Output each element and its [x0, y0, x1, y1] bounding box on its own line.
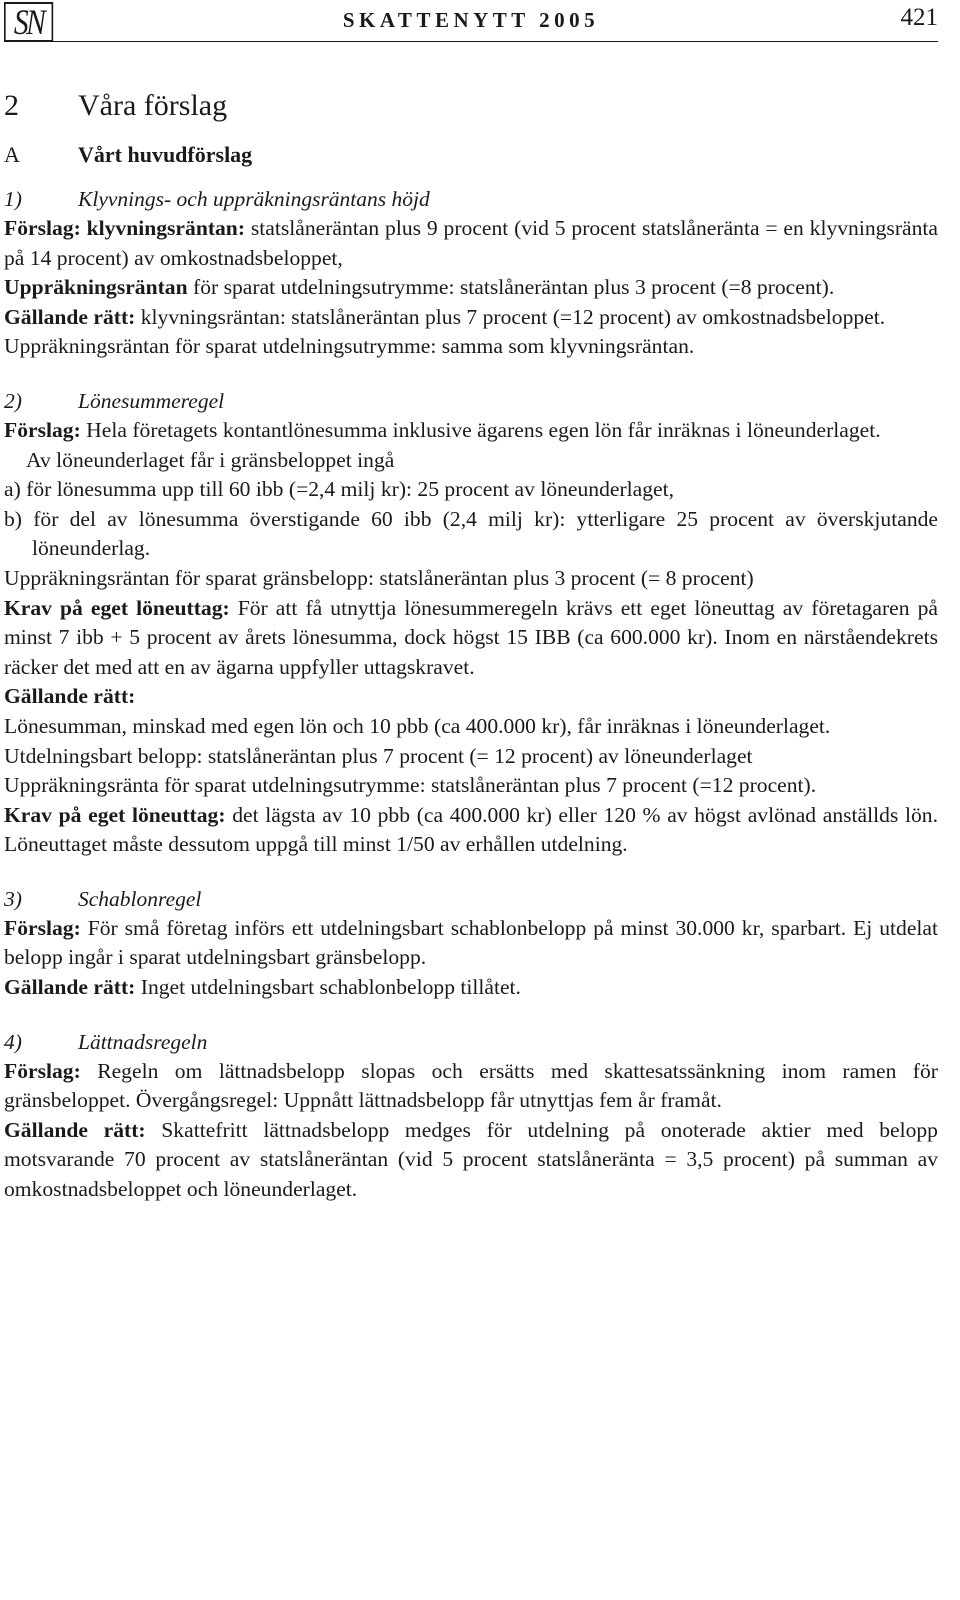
paragraph-text: det lägsta av 10 pbb (ca 400.000 kr) eller 120 % av högst avlönad anställds lön. Löneuttaget måste dessutom uppgå till minst 1/50 av erhållen utdelning. [4, 802, 938, 857]
paragraph-text: klyvningsräntan: statslåneräntan plus 7 procent (=12 procent) av omkostnadsbeloppet. [135, 304, 886, 329]
section-heading [4, 86, 938, 126]
bold-label: Förslag: [4, 915, 81, 940]
paragraph: Utdelningsbart belopp: statslåneräntan plus 7 procent (= 12 procent) av löneunderlaget [4, 743, 753, 768]
page-number: 421 [900, 4, 938, 31]
item-title: Lättnadsregeln [78, 1029, 208, 1054]
item-heading-3 [4, 884, 938, 914]
paragraph [4, 1057, 938, 1116]
item-title: Schablonregel [78, 886, 202, 911]
item-number: 3) [4, 886, 22, 911]
paragraph [4, 973, 938, 1003]
paragraph-text: Skattefritt lättnadsbelopp medges för utdelning på onoterade aktier med belopp motsvarande 70 procent av statslåneräntan (vid 5 procent statslåneränta = 3,5 procent) på summan av omkostnadsbeloppet och löneunderlaget. [4, 1117, 938, 1202]
item-heading-4 [4, 1027, 938, 1057]
paragraph-text: För att få utnyttja lönesummeregeln krävs ett eget löneuttag av företagaren på minst 7 ibb + 5 procent av årets lönesumma, dock högst 15 IBB (ca 600.000 kr). Inom en närståendekrets räcker det med att en av ägarna uppfyller uttagskravet. [4, 595, 938, 679]
paragraph-text: Inget utdelningsbart schablonbelopp tillåtet. [135, 975, 521, 1000]
bold-label: Gällande rätt: [4, 304, 136, 329]
subsection-letter: A [4, 142, 20, 167]
bold-label: Krav på eget löneuttag: [4, 802, 226, 827]
paragraph-text: Regeln om lättnadsbelopp slopas och ersätts med skattesatssänkning inom ramen för gränsbeloppet. Övergångsregel: Uppnått lättnadsbelopp får utnyttjas fem år framåt. [4, 1058, 938, 1113]
paragraph-text: statslåneräntan plus 9 procent (vid 5 procent statslåneränta = en klyvningsränta på 14 procent) av omkostnadsbeloppet, [4, 216, 938, 270]
paragraph [4, 801, 938, 860]
item-heading-1 [4, 184, 938, 214]
list-item: a) för lönesumma upp till 60 ibb (=2,4 milj kr): 25 procent av löneunderlaget, [4, 477, 675, 502]
bold-label: Förslag: [4, 1058, 81, 1083]
subsection-title: Vårt huvudförslag [78, 142, 253, 167]
item-title: Klyvnings- och uppräkningsräntans höjd [78, 187, 430, 211]
journal-title: SKATTENYTT 2005 [342, 8, 600, 32]
paragraph: Uppräkningsräntan för sparat utdelningsutrymme: samma som klyvningsräntan. [4, 334, 695, 359]
item-number: 4) [4, 1029, 22, 1054]
paragraph [4, 303, 938, 333]
paragraph [4, 682, 938, 712]
subsection-heading [4, 140, 938, 170]
bold-label: Förslag: klyvningsräntan: [4, 216, 246, 240]
paragraph [4, 1116, 938, 1205]
paragraph [4, 416, 938, 446]
document-page [4, 0, 938, 1205]
paragraph-text: Hela företagets kontantlönesumma inklusive ägarens egen lön får inräknas i löneunderlaget. [80, 417, 881, 442]
page-header [4, 0, 938, 48]
item-number: 2) [4, 388, 22, 413]
paragraph: Uppräkningsräntan för sparat gränsbelopp: statslåneräntan plus 3 procent (= 8 procent) [4, 565, 754, 590]
section-title: Våra förslag [78, 89, 228, 122]
bold-label: Gällande rätt: [4, 975, 136, 1000]
item-heading-2 [4, 386, 938, 416]
item-title: Lönesummeregel [78, 388, 225, 413]
header-rule [4, 41, 938, 42]
paragraph: Av löneunderlaget får i gränsbeloppet ingå [26, 447, 395, 472]
paragraph [4, 594, 938, 683]
paragraph [4, 214, 938, 273]
bold-label: Gällande rätt: [4, 1117, 146, 1142]
journal-logo: SN [4, 2, 53, 42]
paragraph: Lönesumman, minskad med egen lön och 10 pbb (ca 400.000 kr), får inräknas i löneunderlaget. [4, 713, 831, 738]
bold-label: Förslag: [4, 417, 81, 442]
paragraph-text: för sparat utdelningsutrymme: statslåneräntan plus 3 procent (=8 procent). [187, 275, 835, 300]
item-number: 1) [4, 187, 22, 211]
paragraph-text: För små företag införs ett utdelningsbart schablonbelopp på minst 30.000 kr, sparbart. Ej utdelat belopp ingår i sparat utdelningsbart gränsbelopp. [4, 915, 938, 970]
paragraph [4, 914, 938, 973]
list-item: b) för del av lönesumma överstigande 60 ibb (2,4 milj kr): ytterligare 25 procent av överskjutande löneunderlag. [4, 506, 938, 561]
bold-label: Uppräkningsräntan [4, 275, 188, 300]
paragraph [4, 273, 938, 303]
bold-label: Krav på eget löneuttag: [4, 595, 230, 620]
paragraph: Uppräkningsränta för sparat utdelningsutrymme: statslåneräntan plus 7 procent (=12 procent). [4, 773, 817, 798]
bold-label: Gällande rätt: [4, 684, 136, 709]
section-number: 2 [4, 89, 19, 122]
